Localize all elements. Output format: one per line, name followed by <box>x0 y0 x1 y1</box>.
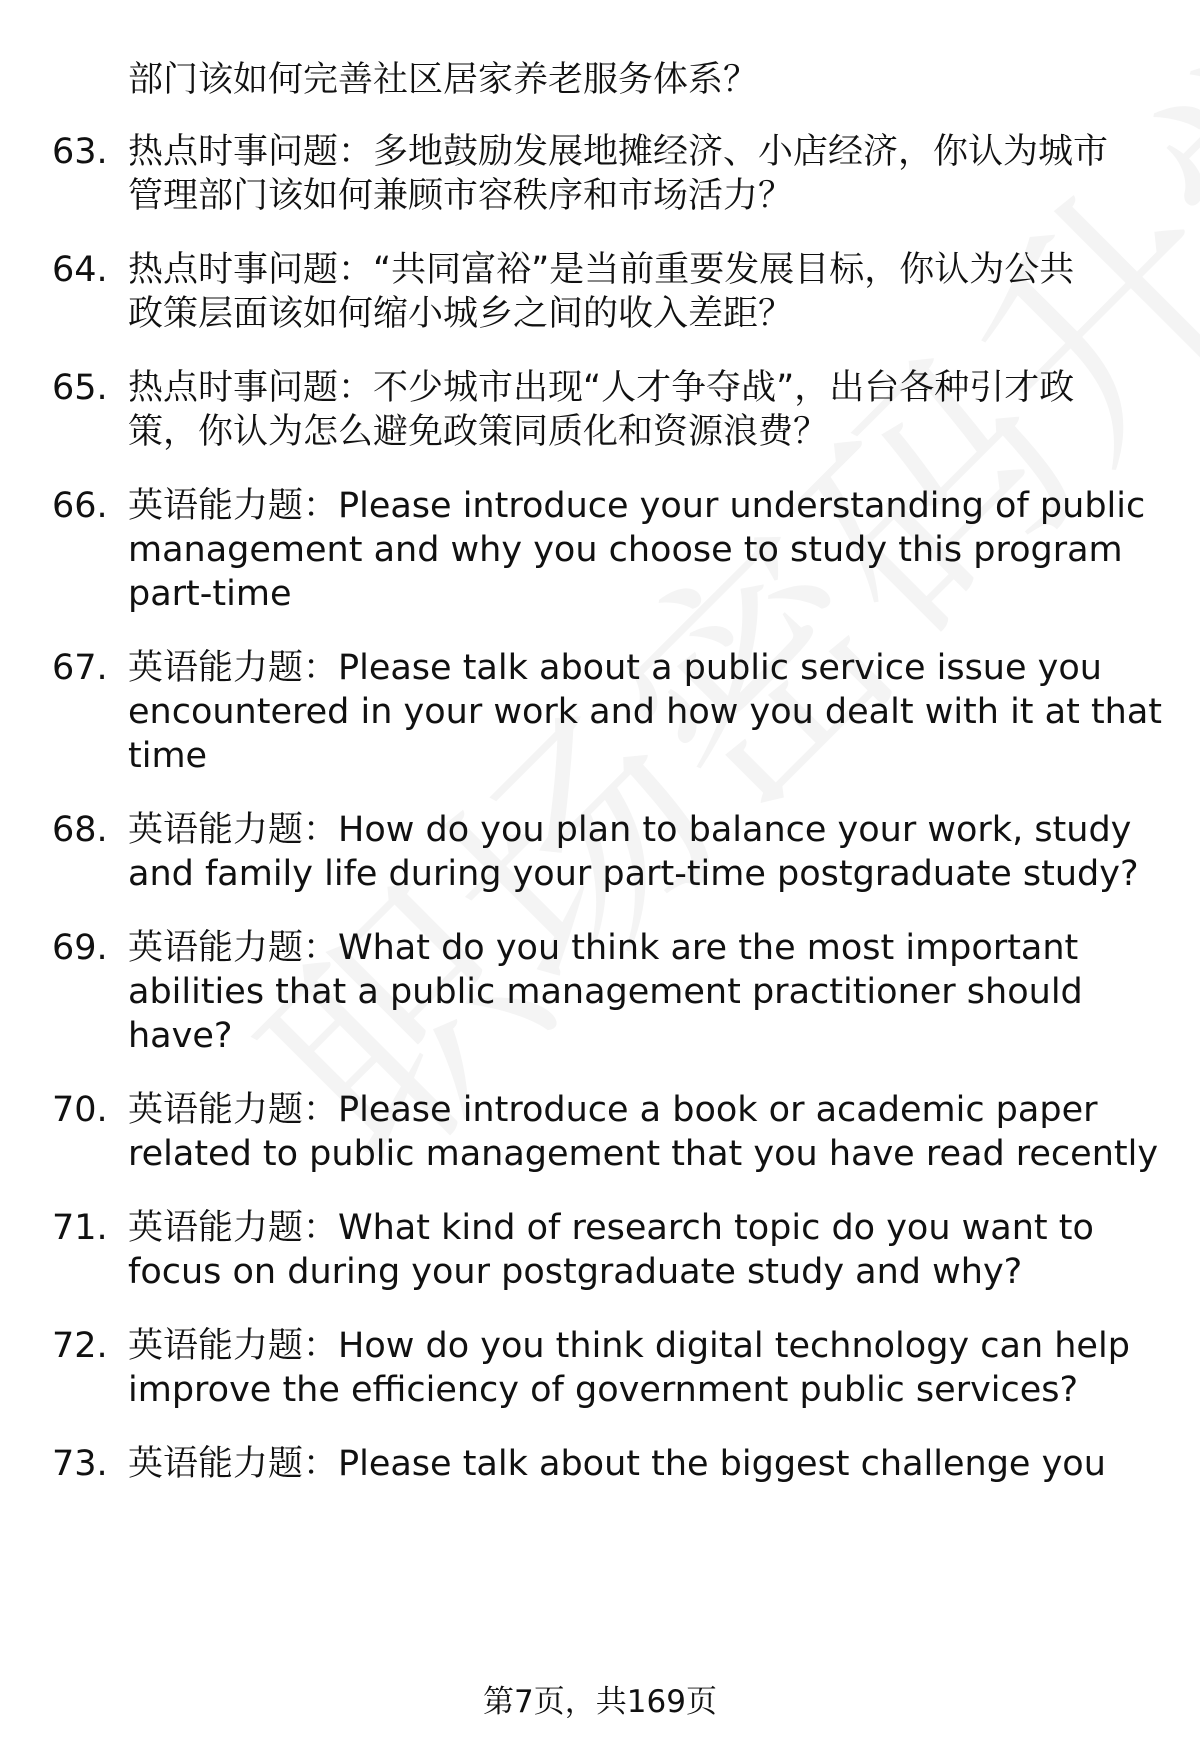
question-line: 热点时事问题：多地鼓励发展地摊经济、小店经济，你认为城市 <box>128 132 1109 172</box>
question-line: 英语能力题：Please talk about the biggest challenge you <box>128 1444 1106 1484</box>
question-number: 69. <box>52 928 108 968</box>
question-number: 64. <box>52 250 108 290</box>
question-line: 英语能力题：Please introduce a book or academic paper <box>128 1090 1098 1130</box>
question-line: 策，你认为怎么避免政策同质化和资源浪费？ <box>128 412 829 452</box>
question-line: 英语能力题：What kind of research topic do you want to <box>128 1208 1094 1248</box>
question-line: improve the efficiency of government public services? <box>128 1370 1079 1410</box>
question-line: related to public management that you have read recently <box>128 1134 1159 1174</box>
question-number: 72. <box>52 1326 108 1366</box>
question-line: 英语能力题：How do you plan to balance your work, study <box>128 810 1132 850</box>
question-line: 英语能力题：Please introduce your understanding of public <box>128 486 1146 526</box>
question-number: 66. <box>52 486 108 526</box>
question-line: and family life during your part-time postgraduate study? <box>128 854 1139 894</box>
question-line: 英语能力题：How do you think digital technology can help <box>128 1326 1130 1366</box>
question-line: abilities that a public management practitioner should <box>128 972 1083 1012</box>
question-number: 68. <box>52 810 108 850</box>
question-number: 70. <box>52 1090 108 1130</box>
question-line: management and why you choose to study this program <box>128 530 1123 570</box>
question-number: 63. <box>52 132 108 172</box>
question-number: 73. <box>52 1444 108 1484</box>
question-line: part-time <box>128 574 292 614</box>
page-footer: 第7页，共169页 <box>483 1684 717 1720</box>
question-line: 英语能力题：Please talk about a public service issue you <box>128 648 1102 688</box>
question-number: 67. <box>52 648 108 688</box>
question-line: 热点时事问题：“共同富裕”是当前重要发展目标，你认为公共 <box>128 250 1075 290</box>
question-line: have? <box>128 1016 233 1056</box>
question-number: 71. <box>52 1208 108 1248</box>
question-line: focus on during your postgraduate study and why? <box>128 1252 1023 1292</box>
question-number: 65. <box>52 368 108 408</box>
question-line: encountered in your work and how you dealt with it at that <box>128 692 1163 732</box>
question-line: 英语能力题：What do you think are the most important <box>128 928 1079 968</box>
question-line: 管理部门该如何兼顾市容秩序和市场活力？ <box>128 176 794 216</box>
question-line: 热点时事问题：不少城市出现“人才争夺战”，出台各种引才政 <box>128 368 1075 408</box>
question-line: 政策层面该如何缩小城乡之间的收入差距？ <box>128 294 794 334</box>
continuation-line: 部门该如何完善社区居家养老服务体系？ <box>128 60 759 100</box>
question-line: time <box>128 736 208 776</box>
